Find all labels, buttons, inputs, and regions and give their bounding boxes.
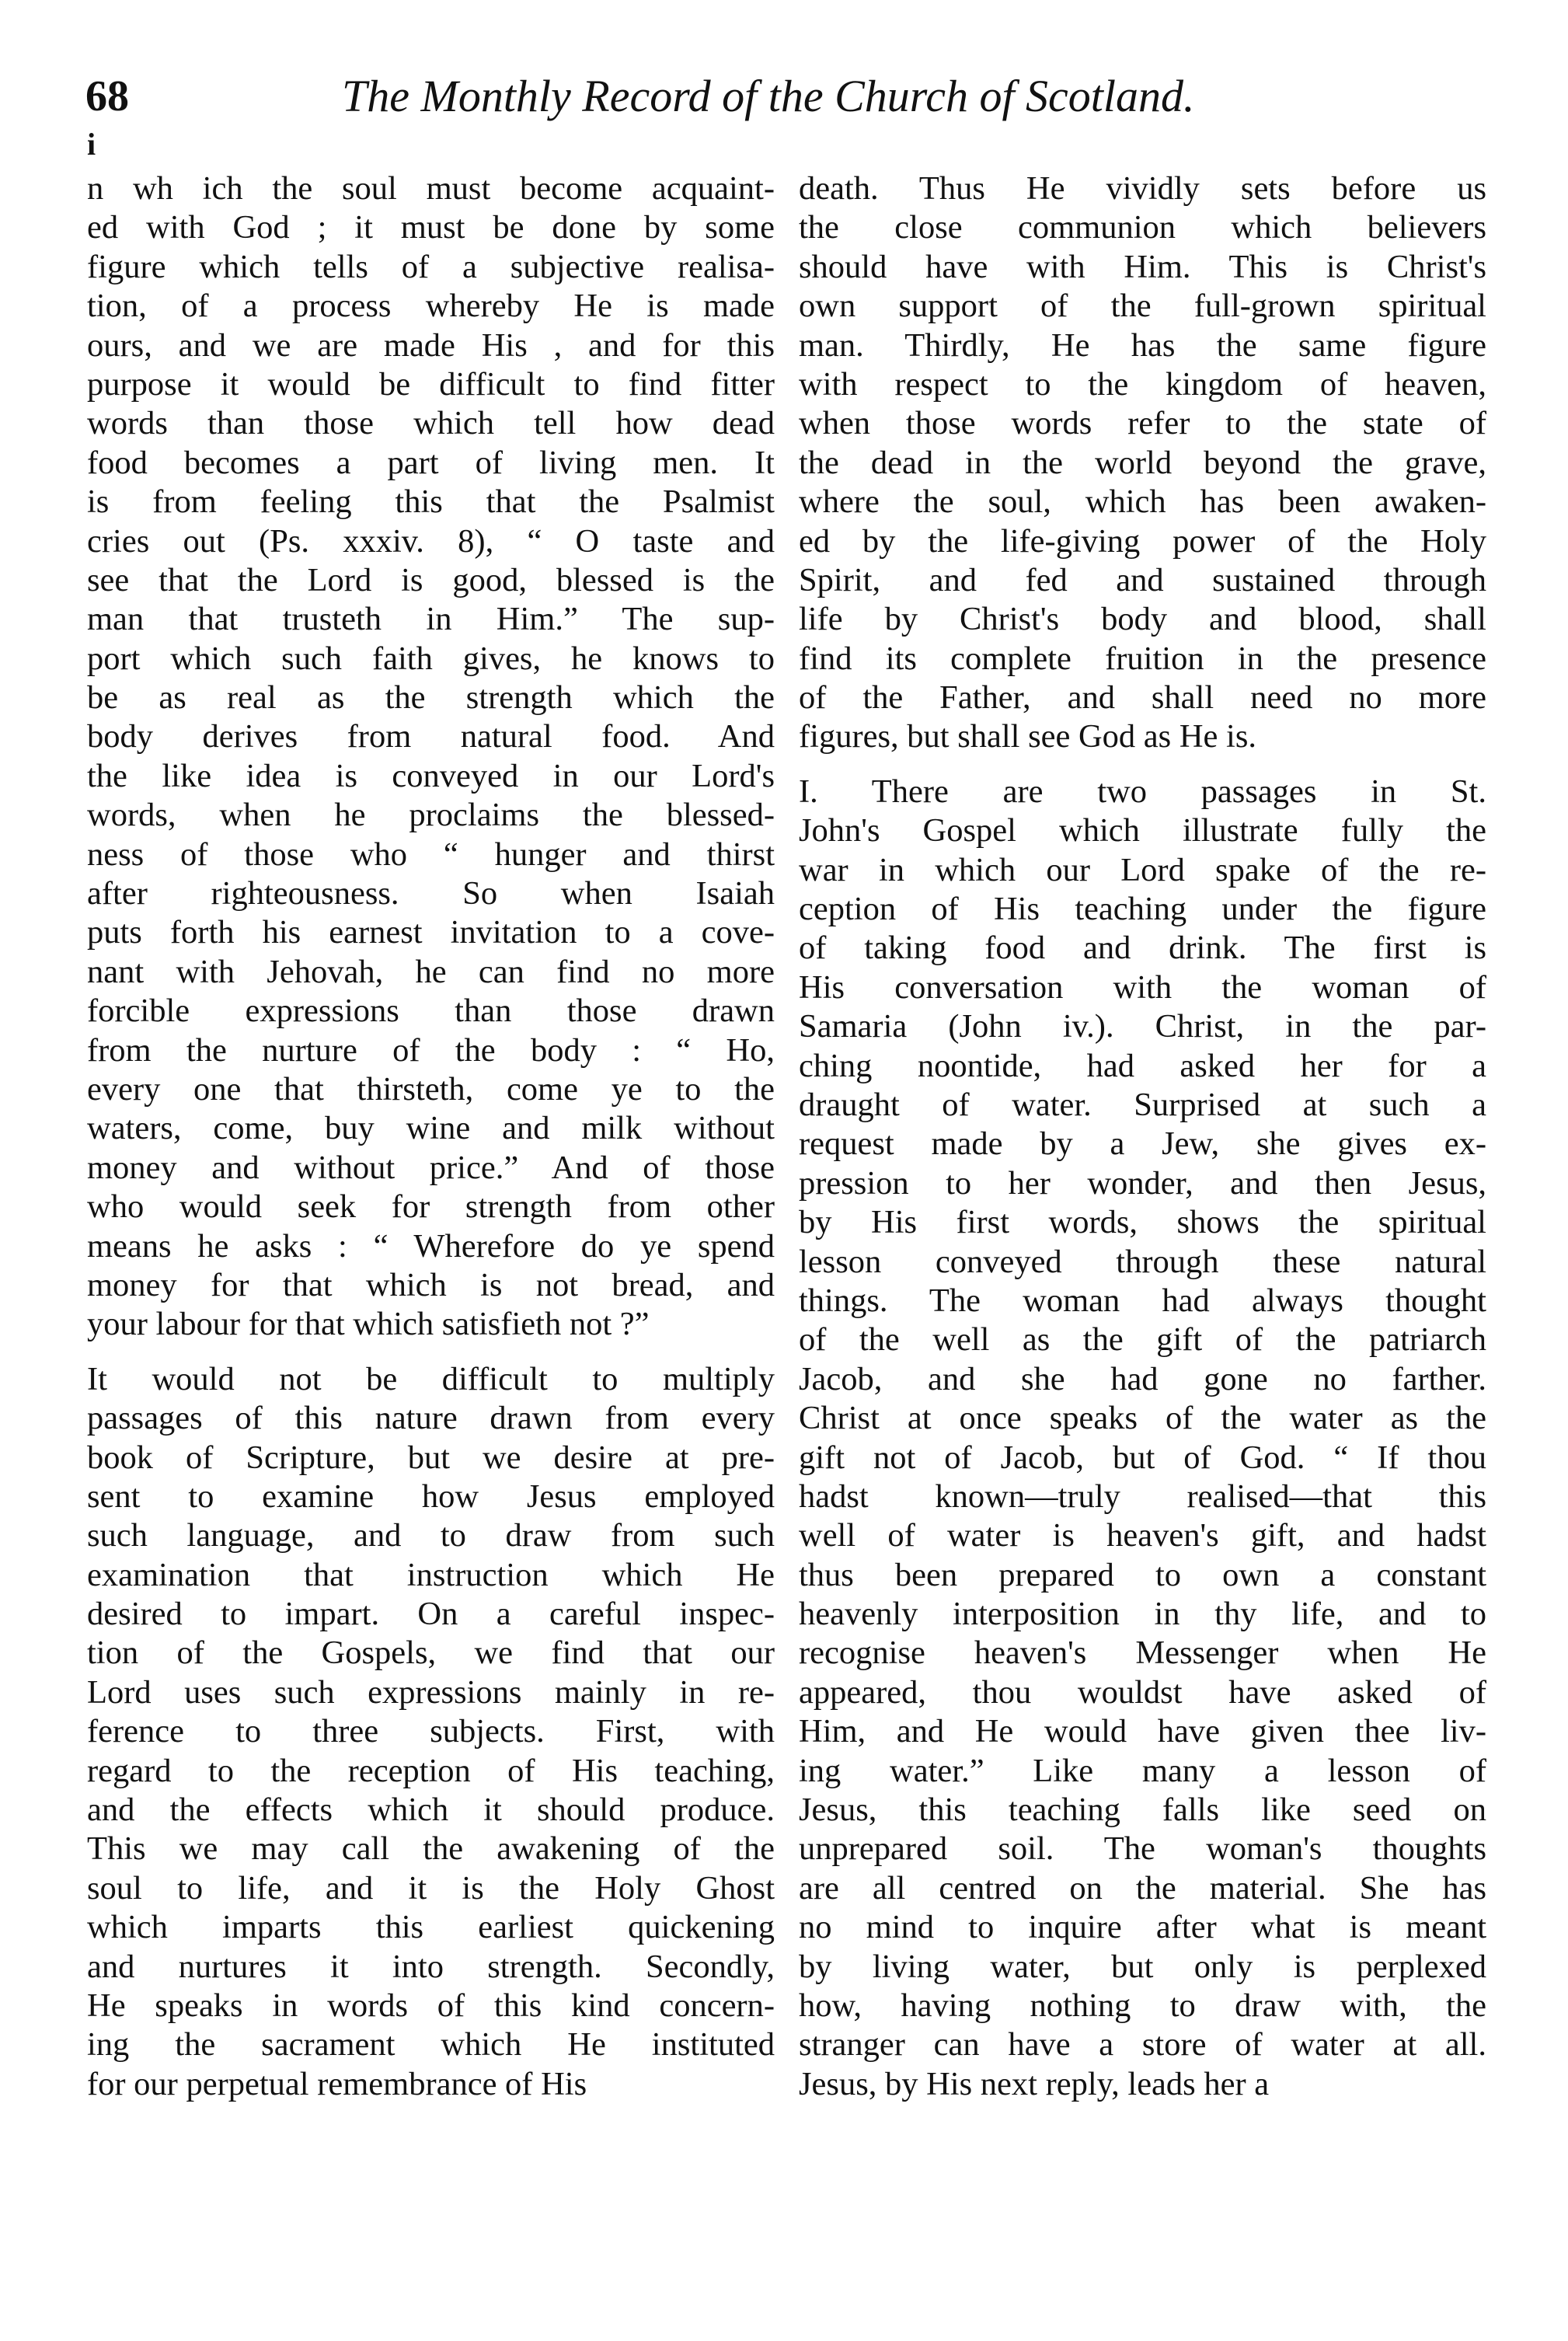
text-line: money and without price.” And of those (87, 1149, 775, 1186)
text-line: when those words refer to the state of (799, 405, 1486, 442)
page-number: 68 (85, 72, 129, 120)
text-line: from the nurture of the body : “ Ho, (87, 1031, 775, 1069)
text-line: ception of His teaching under the figure (799, 891, 1486, 928)
text-line: after righteousness. So when Isaiah (87, 875, 775, 912)
text-line: and the effects which it should produce. (87, 1792, 775, 1829)
text-line: how, having nothing to draw with, the (799, 1987, 1486, 2024)
text-line: This we may call the awakening of the (87, 1830, 775, 1868)
text-line: nant with Jehovah, he can find no more (87, 953, 775, 990)
text-line: heavenly interposition in thy life, and to (799, 1596, 1486, 1633)
text-line: is from feeling this that the Psalmist (87, 483, 775, 521)
text-line: lesson conveyed through these natural (799, 1243, 1486, 1280)
text-line: examination that instruction which He (87, 1556, 775, 1593)
text-line: Samaria (John iv.). Christ, in the par- (799, 1008, 1486, 1045)
text-line: Jacob, and she had gone no farther. (799, 1360, 1486, 1397)
text-line: n wh ich the soul must become acquaint- (87, 170, 775, 207)
text-line: man that trusteth in Him.” The sup- (87, 601, 775, 638)
text-line: by His first words, shows the spiritual (799, 1204, 1486, 1241)
text-line: port which such faith gives, he knows to (87, 640, 775, 677)
text-line: your labour for that which satisfieth not ?” (87, 1306, 650, 1343)
text-line: draught of water. Surprised at such a (799, 1086, 1486, 1123)
text-line: I. There are two passages in St. (799, 773, 1486, 810)
text-line: tion, of a process whereby He is made (87, 288, 775, 325)
margin-mark: i (87, 127, 96, 162)
paragraph-gap (87, 1345, 775, 1360)
text-line: John's Gospel which illustrate fully the (799, 812, 1486, 850)
text-line: such language, and to draw from such (87, 1517, 775, 1554)
text-line: figure which tells of a subjective realisa- (87, 248, 775, 285)
text-line: food becomes a part of living men. It (87, 444, 775, 481)
text-line: cries out (Ps. xxxiv. 8), “ O taste and (87, 522, 775, 560)
text-line: puts forth his earnest invitation to a cove- (87, 914, 775, 951)
text-line: desired to impart. On a careful inspec- (87, 1596, 775, 1633)
text-line: His conversation with the woman of (799, 968, 1486, 1006)
text-line: words than those which tell how dead (87, 405, 775, 442)
text-line: It would not be difficult to multiply (87, 1360, 775, 1397)
text-line: book of Scripture, but we desire at pre- (87, 1439, 775, 1476)
text-line: Spirit, and fed and sustained through (799, 561, 1486, 598)
paragraph (799, 169, 1486, 757)
text-line: by living water, but only is perplexed (799, 1948, 1486, 1985)
text-line: sent to examine how Jesus employed (87, 1478, 775, 1515)
paragraph (799, 773, 1486, 2104)
text-line: soul to life, and it is the Holy Ghost (87, 1869, 775, 1907)
text-line: ed by the life-giving power of the Holy (799, 522, 1486, 560)
text-line: Jesus, this teaching falls like seed on (799, 1792, 1486, 1829)
text-line: for our perpetual remembrance of His (87, 2065, 587, 2102)
text-line: unprepared soil. The woman's thoughts (799, 1830, 1486, 1868)
text-line: death. Thus He vividly sets before us (799, 170, 1486, 207)
text-line: ing water.” Like many a lesson of (799, 1752, 1486, 1789)
text-line: purpose it would be difficult to find fitter (87, 365, 775, 403)
text-line: waters, come, buy wine and milk without (87, 1110, 775, 1147)
right-column (799, 169, 1486, 2104)
text-line: of taking food and drink. The first is (799, 930, 1486, 967)
text-line: words, when he proclaims the blessed- (87, 797, 775, 834)
text-line: hadst known—truly realised—that this (799, 1478, 1486, 1515)
text-line: gift not of Jacob, but of God. “ If thou (799, 1439, 1486, 1476)
text-line: well of water is heaven's gift, and hadst (799, 1517, 1486, 1554)
text-line: ching noontide, had asked her for a (799, 1047, 1486, 1084)
text-line: no mind to inquire after what is meant (799, 1909, 1486, 1946)
text-line: of the well as the gift of the patriarch (799, 1321, 1486, 1359)
text-line: and nurtures it into strength. Secondly, (87, 1948, 775, 1985)
text-line: ed with God ; it must be done by some (87, 209, 775, 246)
text-line: own support of the full-grown spiritual (799, 288, 1486, 325)
text-line: ness of those who “ hunger and thirst (87, 836, 775, 873)
text-line: be as real as the strength which the (87, 679, 775, 717)
text-line: see that the Lord is good, blessed is the (87, 561, 775, 598)
text-line: which imparts this earliest quickening (87, 1909, 775, 1946)
paragraph (87, 169, 775, 1345)
text-line: the dead in the world beyond the grave, (799, 444, 1486, 481)
text-line: stranger can have a store of water at all. (799, 2026, 1486, 2064)
text-line: find its complete fruition in the presence (799, 640, 1486, 677)
text-line: forcible expressions than those drawn (87, 993, 775, 1030)
text-line: Him, and He would have given thee liv- (799, 1713, 1486, 1750)
running-title: The Monthly Record of the Church of Scotland. (342, 71, 1195, 121)
text-line: every one that thirsteth, come ye to the (87, 1070, 775, 1108)
text-line: of the Father, and shall need no more (799, 679, 1486, 717)
text-line: things. The woman had always thought (799, 1282, 1486, 1319)
text-line: He speaks in words of this kind concern- (87, 1987, 775, 2024)
text-line: tion of the Gospels, we find that our (87, 1635, 775, 1672)
text-line: body derives from natural food. And (87, 718, 775, 755)
text-line: who would seek for strength from other (87, 1188, 775, 1226)
paragraph-gap (799, 757, 1486, 773)
text-line: Lord uses such expressions mainly in re- (87, 1673, 775, 1711)
page-header (85, 68, 1500, 138)
text-line: ing the sacrament which He instituted (87, 2026, 775, 2064)
text-line: recognise heaven's Messenger when He (799, 1635, 1486, 1672)
text-line: ours, and we are made His , and for this (87, 326, 775, 364)
text-line: pression to her wonder, and then Jesus, (799, 1164, 1486, 1202)
text-line: figures, but shall see God as He is. (799, 718, 1256, 755)
text-line: Jesus, by His next reply, leads her a (799, 2065, 1270, 2102)
text-line: should have with Him. This is Christ's (799, 248, 1486, 285)
text-line: money for that which is not bread, and (87, 1266, 775, 1303)
text-line: regard to the reception of His teaching, (87, 1752, 775, 1789)
text-line: where the soul, which has been awaken- (799, 483, 1486, 521)
text-line: are all centred on the material. She has (799, 1869, 1486, 1907)
text-line: man. Thirdly, He has the same figure (799, 326, 1486, 364)
text-line: with respect to the kingdom of heaven, (799, 365, 1486, 403)
paragraph (87, 1360, 775, 2104)
left-column (87, 169, 775, 2104)
text-line: ference to three subjects. First, with (87, 1713, 775, 1750)
text-line: the close communion which believers (799, 209, 1486, 246)
text-line: passages of this nature drawn from every (87, 1400, 775, 1437)
text-line: life by Christ's body and blood, shall (799, 601, 1486, 638)
text-line: Christ at once speaks of the water as the (799, 1400, 1486, 1437)
text-line: thus been prepared to own a constant (799, 1556, 1486, 1593)
text-line: request made by a Jew, she gives ex- (799, 1125, 1486, 1163)
text-line: war in which our Lord spake of the re- (799, 851, 1486, 888)
text-line: the like idea is conveyed in our Lord's (87, 757, 775, 794)
text-line: appeared, thou wouldst have asked of (799, 1673, 1486, 1711)
text-line: means he asks : “ Wherefore do ye spend (87, 1227, 775, 1265)
